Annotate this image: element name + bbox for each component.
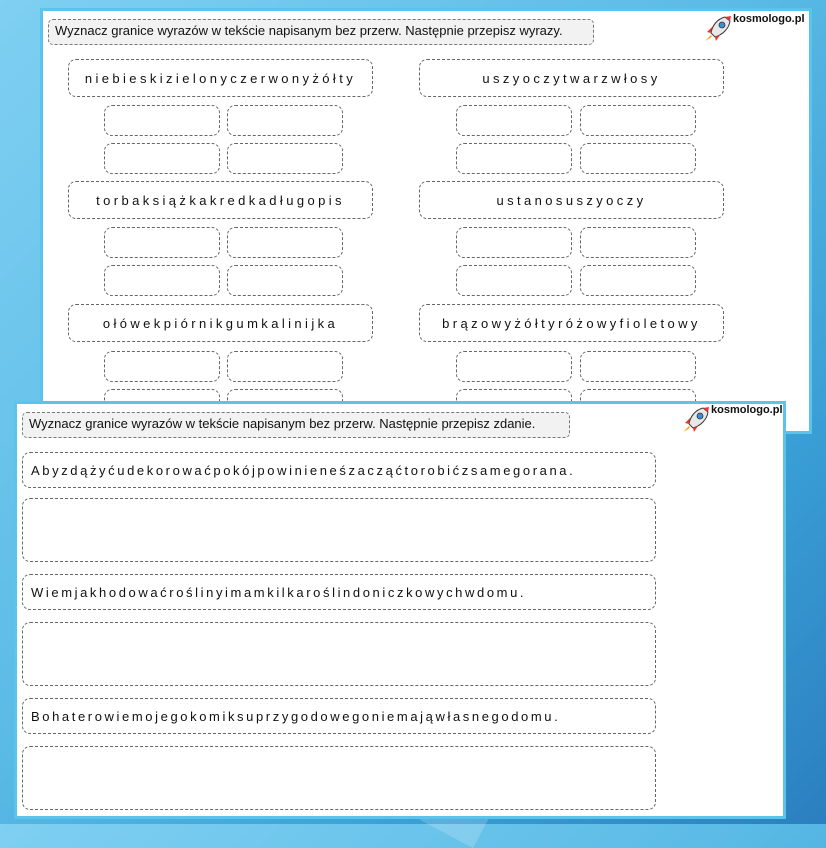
answer-box[interactable] [580, 143, 696, 174]
answer-box[interactable] [227, 227, 343, 258]
logo-text: kosmologo.pl [711, 404, 783, 416]
answer-area[interactable] [22, 498, 656, 562]
rocket-icon [681, 404, 711, 436]
worksheet-sentences [14, 401, 786, 819]
answer-box[interactable] [456, 265, 572, 296]
answer-box[interactable] [104, 265, 220, 296]
word-chain-6: brązowyżółtyróżowyfioletowy [419, 304, 724, 342]
word-chain-3: torbaksiążkakredkadługopis [68, 181, 373, 219]
answer-box[interactable] [580, 105, 696, 136]
answer-box[interactable] [227, 265, 343, 296]
answer-box[interactable] [456, 105, 572, 136]
answer-box[interactable] [456, 143, 572, 174]
answer-box[interactable] [580, 265, 696, 296]
logo [681, 404, 783, 436]
sentence-1: Abyzdążyćudekorowaćpokójpowinieneśzacząćtorobićzsamegorana. [22, 452, 656, 488]
answer-box[interactable] [104, 105, 220, 136]
word-chain-2: uszyoczytwarzwłosy [419, 59, 724, 97]
logo-text: kosmologo.pl [733, 13, 805, 25]
answer-box[interactable] [456, 227, 572, 258]
answer-box[interactable] [580, 227, 696, 258]
answer-box[interactable] [104, 227, 220, 258]
sentence-2: Wiemjakhodowaćroślinyimamkilkaroślindoniczkowychwdomu. [22, 574, 656, 610]
worksheet-words [40, 8, 812, 434]
answer-box[interactable] [456, 351, 572, 382]
answer-box[interactable] [227, 143, 343, 174]
instruction-label: Wyznacz granice wyrazów w tekście napisanym bez przerw. Następnie przepisz wyrazy. [48, 19, 594, 45]
word-chain-1: niebieskizielonyczerwonyżółty [68, 59, 373, 97]
rocket-icon [703, 13, 733, 45]
answer-area[interactable] [22, 746, 656, 810]
answer-box[interactable] [580, 351, 696, 382]
logo [703, 13, 805, 45]
answer-box[interactable] [227, 105, 343, 136]
answer-area[interactable] [22, 622, 656, 686]
sentence-3: Bohaterowiemojegokomiksuprzygodowegoniemająwłasnegodomu. [22, 698, 656, 734]
answer-box[interactable] [104, 143, 220, 174]
instruction-label: Wyznacz granice wyrazów w tekście napisanym bez przerw. Następnie przepisz zdanie. [22, 412, 570, 438]
answer-box[interactable] [104, 351, 220, 382]
word-chain-5: ołówekpiórnikgumkalinijka [68, 304, 373, 342]
answer-box[interactable] [227, 351, 343, 382]
word-chain-4: ustanosuszyoczy [419, 181, 724, 219]
